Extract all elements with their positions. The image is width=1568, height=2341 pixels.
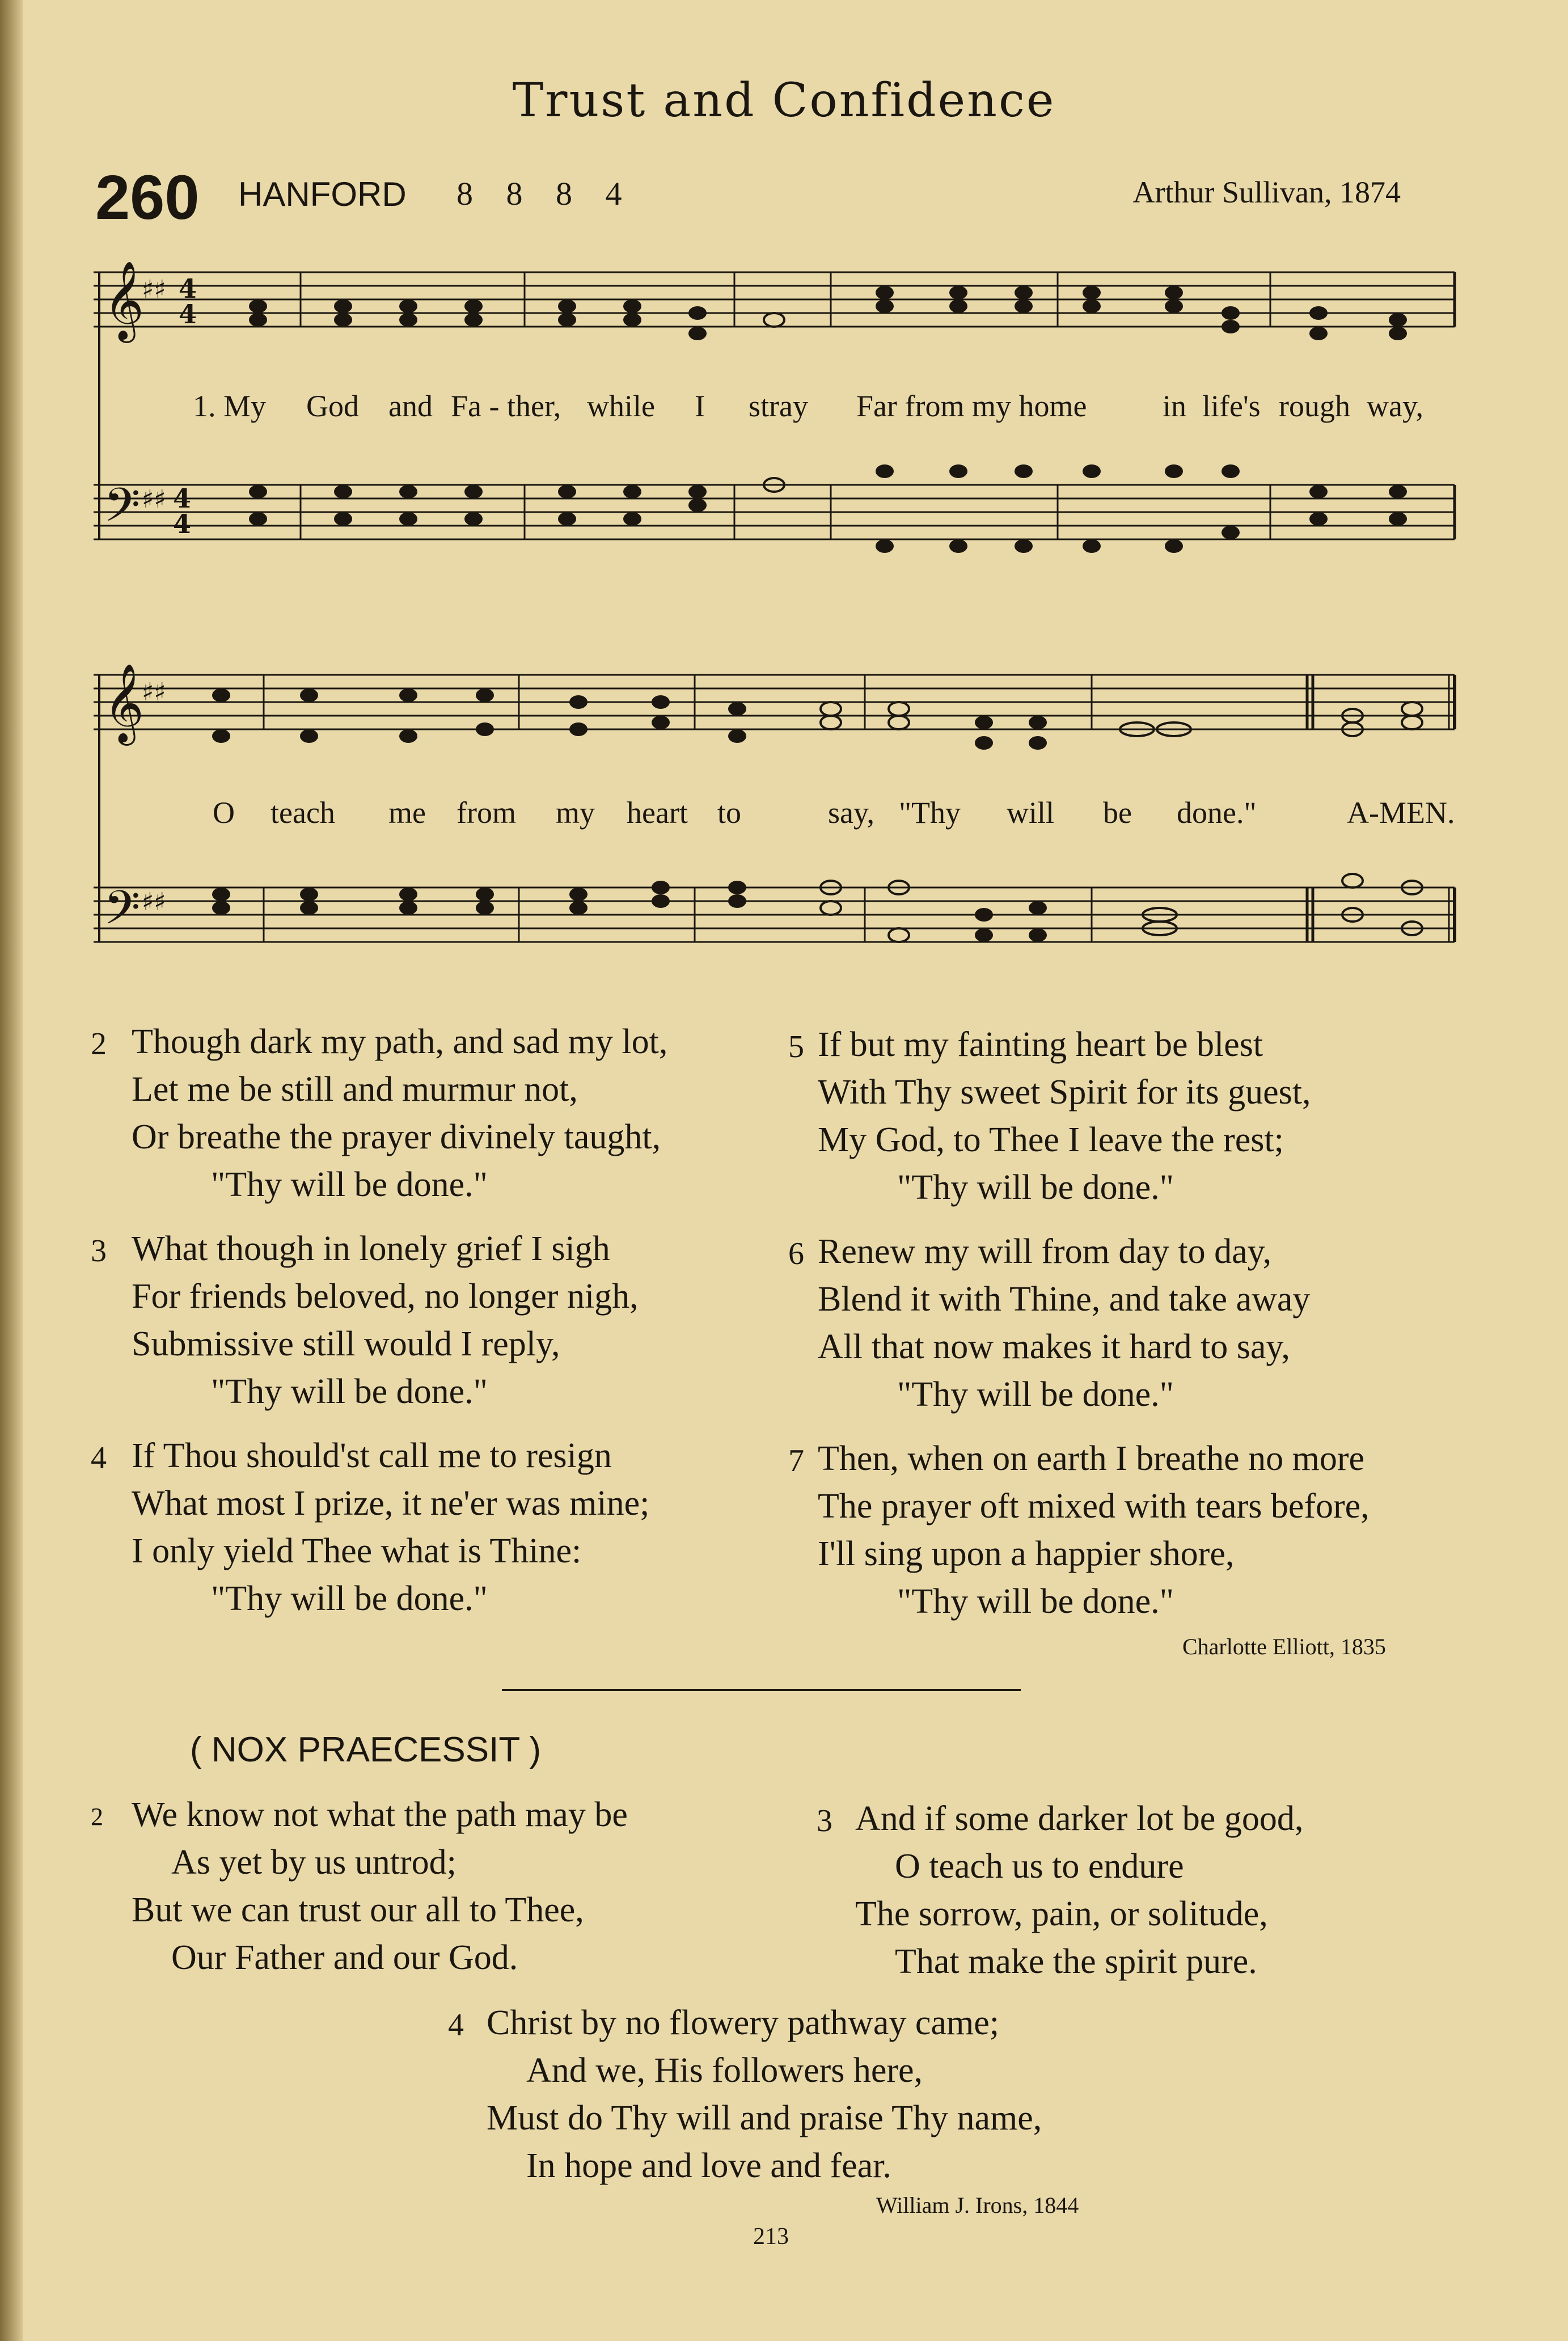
lyric-syllable: from <box>457 796 516 830</box>
composer: Arthur Sullivan, 1874 <box>1132 175 1401 209</box>
verse-refrain: "Thy will be done." <box>211 1372 488 1411</box>
verse-line: Our Father and our God. <box>171 1938 518 1977</box>
verse-line: Submissive still would I reply, <box>132 1325 560 1363</box>
lyric-syllable: stray <box>749 389 808 423</box>
verse-number: 7 <box>788 1443 804 1478</box>
verse-number: 2 <box>91 1026 107 1062</box>
lyric-syllable: say, <box>828 796 874 830</box>
lyric-syllable: rough <box>1279 389 1350 423</box>
svg-text:♯♯: ♯♯ <box>142 888 166 916</box>
lyric-syllable: be <box>1103 796 1132 830</box>
svg-text:𝄢: 𝄢 <box>104 478 141 544</box>
svg-text:𝄞: 𝄞 <box>104 261 144 340</box>
svg-text:4: 4 <box>173 483 192 514</box>
verse-line: For friends beloved, no longer nigh, <box>132 1277 639 1316</box>
verse-number: 3 <box>91 1233 107 1269</box>
verse-line: Or breathe the prayer divinely taught, <box>132 1118 661 1156</box>
verse-line: And if some darker lot be good, <box>855 1799 1304 1838</box>
lyric-syllable: and <box>388 389 433 423</box>
verse-line: Though dark my path, and sad my lot, <box>132 1022 668 1061</box>
verse-line: And we, His followers here, <box>526 2051 923 2090</box>
verse-refrain: "Thy will be done." <box>897 1582 1174 1621</box>
section-divider <box>502 1689 1021 1691</box>
svg-text:𝄢: 𝄢 <box>104 880 141 946</box>
lyric-syllable: will <box>1007 796 1055 830</box>
verse-line: If Thou should'st call me to resign <box>132 1436 612 1475</box>
verse-line: Then, when on earth I breathe no more <box>818 1439 1365 1478</box>
verse-3 <box>91 1225 639 1415</box>
verse-line: Christ by no flowery pathway came; <box>487 2004 999 2042</box>
verse-refrain: "Thy will be done." <box>211 1165 488 1204</box>
verse-number: 3 <box>817 1803 832 1839</box>
lyric-syllable: while <box>587 389 655 423</box>
music-system-2 <box>94 646 1466 1009</box>
verse-7 <box>788 1435 1370 1625</box>
verse-line: If but my fainting heart be blest <box>818 1025 1263 1064</box>
svg-text:♯♯: ♯♯ <box>142 485 166 514</box>
verse-5 <box>788 1021 1311 1211</box>
alt-verse-3 <box>817 1795 1303 1985</box>
verse-line: But we can trust our all to Thee, <box>132 1891 584 1929</box>
verse-line: Renew my will from day to day, <box>818 1232 1272 1271</box>
verse-line: The sorrow, pain, or solitude, <box>855 1895 1268 1933</box>
verse-number: 4 <box>448 2008 464 2043</box>
alt-verse-4 <box>448 1999 1042 2190</box>
bass-staff-2 <box>94 888 1455 942</box>
verse-line: We know not what the path may be <box>132 1795 628 1834</box>
verse-refrain: "Thy will be done." <box>897 1168 1174 1207</box>
verse-2 <box>91 1018 667 1208</box>
lyrics-line-2 <box>94 795 1466 835</box>
verse-number: 5 <box>788 1029 804 1064</box>
lyric-syllable: done." <box>1177 796 1257 830</box>
treble-staff-1 <box>94 272 1455 327</box>
verse-line: My God, to Thee I leave the rest; <box>818 1121 1284 1159</box>
lyrics-line-1 <box>94 388 1466 428</box>
verse-line: What though in lonely grief I sigh <box>132 1229 610 1268</box>
hymn-number: 260 <box>95 163 200 233</box>
svg-text:♯♯: ♯♯ <box>142 678 166 707</box>
page-binding-edge <box>0 0 23 2341</box>
svg-text:♯♯: ♯♯ <box>142 275 166 304</box>
author-credit-1: Charlotte Elliott, 1835 <box>1182 1634 1386 1659</box>
tune-name: HANFORD <box>238 175 407 213</box>
verse-line: Blend it with Thine, and take away <box>818 1280 1311 1319</box>
svg-text:4: 4 <box>179 299 197 329</box>
author-credit-2: William J. Irons, 1844 <box>876 2192 1079 2218</box>
svg-text:4: 4 <box>179 273 197 304</box>
lyric-syllable: my <box>556 796 595 830</box>
verse-line: Must do Thy will and praise Thy name, <box>487 2099 1042 2137</box>
treble-staff-2 <box>94 675 1455 729</box>
lyric-syllable: me <box>388 796 426 830</box>
page-number: 213 <box>753 2224 789 2250</box>
lyric-syllable: Fa - ther, <box>451 389 561 423</box>
lyric-syllable: O <box>213 796 235 830</box>
meter: 8 8 8 4 <box>457 175 635 212</box>
verse-number: 6 <box>788 1236 804 1271</box>
verse-refrain: "Thy will be done." <box>211 1579 488 1618</box>
verse-line: The prayer oft mixed with tears before, <box>818 1487 1370 1526</box>
verse-line: I'll sing upon a happier shore, <box>818 1535 1235 1573</box>
verse-line: What most I prize, it ne'er was mine; <box>132 1484 650 1523</box>
lyric-syllable: life's <box>1202 389 1261 423</box>
verse-line: With Thy sweet Spirit for its guest, <box>818 1073 1311 1112</box>
lyric-syllable: 1. My <box>193 389 267 423</box>
verse-line: As yet by us untrod; <box>171 1843 457 1882</box>
verse-line: I only yield Thee what is Thine: <box>132 1532 582 1570</box>
lyric-syllable: A-MEN. <box>1347 796 1455 830</box>
verse-line: That make the spirit pure. <box>895 1942 1257 1981</box>
lyric-syllable: teach <box>271 796 335 830</box>
verse-6 <box>788 1228 1310 1418</box>
svg-text:𝄞: 𝄞 <box>104 664 144 742</box>
lyric-syllable: I <box>695 389 705 423</box>
verse-4 <box>91 1432 649 1622</box>
bass-staff-1 <box>94 485 1455 539</box>
verse-line: All that now makes it hard to say, <box>818 1328 1290 1366</box>
verse-line: In hope and love and fear. <box>526 2146 891 2185</box>
verse-refrain: "Thy will be done." <box>897 1375 1174 1414</box>
lyric-syllable: way, <box>1367 389 1423 423</box>
verse-number: 4 <box>91 1440 107 1476</box>
lyric-syllable: to <box>717 796 742 830</box>
verse-line: Let me be still and murmur not, <box>132 1070 578 1109</box>
section-title: Trust and Confidence <box>512 74 1056 128</box>
alternate-tune: ( NOX PRAECESSIT ) <box>190 1730 541 1769</box>
svg-text:4: 4 <box>173 509 192 539</box>
alt-verse-2 <box>91 1791 628 1981</box>
lyric-syllable: heart <box>627 796 688 830</box>
verse-number: 2 <box>91 1803 103 1831</box>
lyric-syllable: Far from my home <box>856 389 1087 423</box>
lyric-syllable: in <box>1163 389 1187 423</box>
lyric-syllable: "Thy <box>899 796 961 830</box>
music-system-1 <box>94 250 1466 601</box>
verse-line: O teach us to endure <box>895 1847 1184 1886</box>
lyric-syllable: God <box>306 389 359 423</box>
